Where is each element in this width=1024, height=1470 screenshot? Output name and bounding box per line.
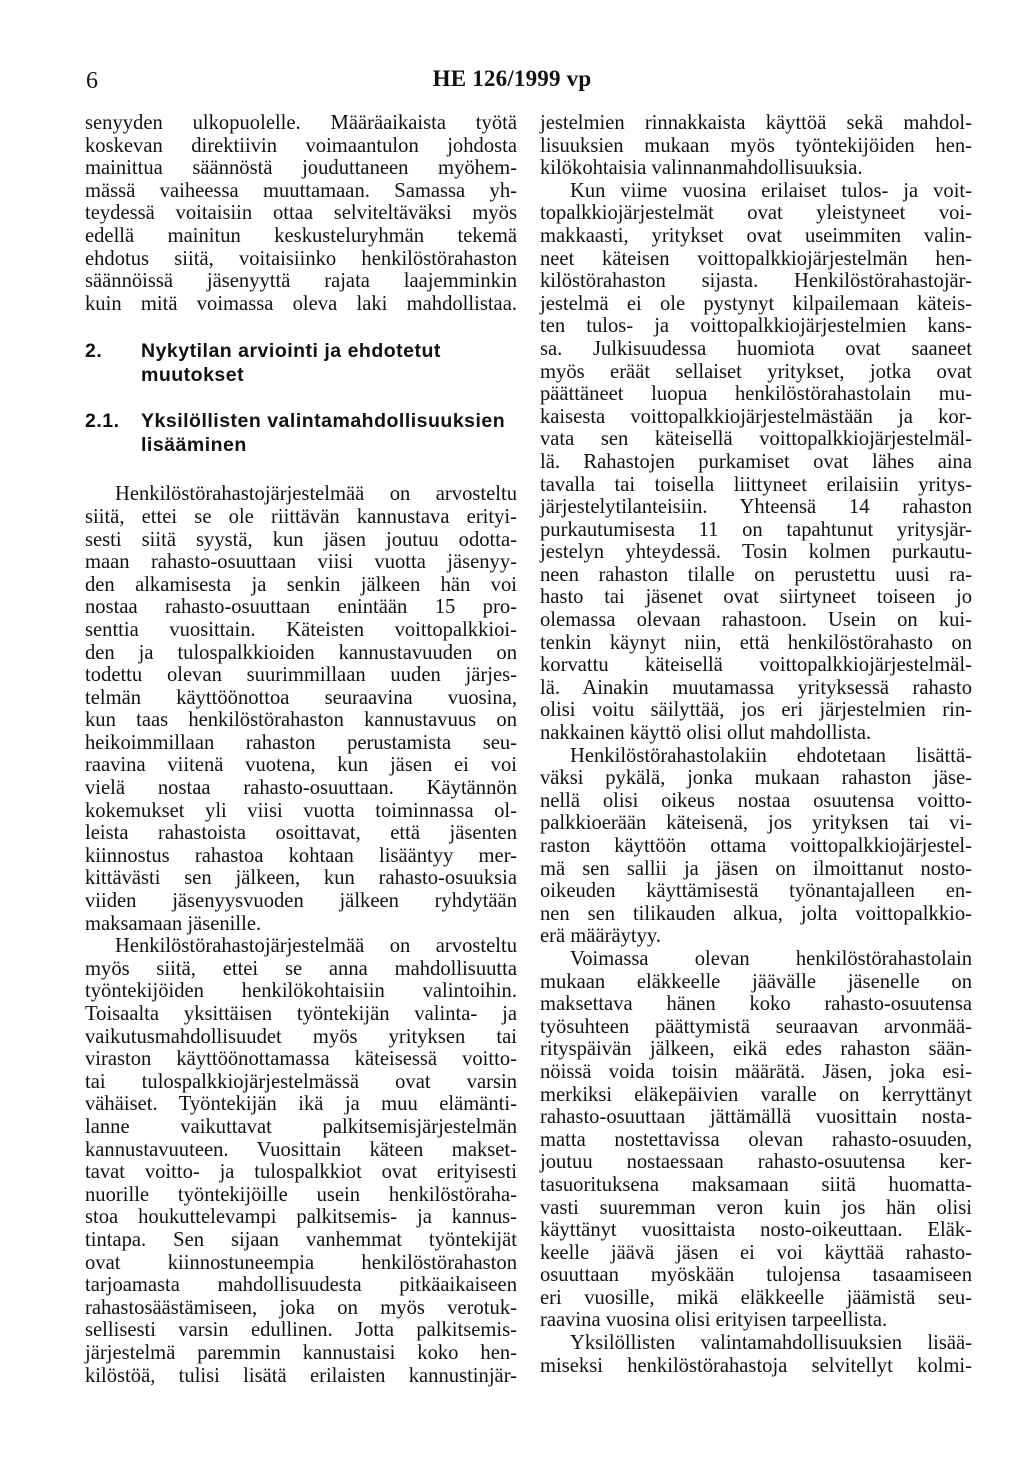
text-line: topalkkiojärjestelmät ovat yleistyneet voi- bbox=[540, 202, 972, 225]
text-line: Yksilöllisten valintamahdollisuuksien lisää- bbox=[570, 1332, 972, 1355]
text-line: heikoimmillaan rahaston perustamista seu- bbox=[85, 731, 517, 754]
text-line: vaikutusmahdollisuudet myös yrityksen tai bbox=[85, 1025, 517, 1048]
text-line: päättäneet luopua henkilöstörahastolain mu- bbox=[540, 383, 972, 406]
text-line: kuin mitä voimassa oleva laki mahdollistaa. bbox=[85, 292, 517, 315]
text-line: nellä olisi oikeus nostaa osuutensa voitto- bbox=[540, 789, 972, 812]
text-line: viraston käyttöönottamassa käteisessä voitto- bbox=[85, 1048, 517, 1071]
paragraph bbox=[540, 745, 972, 948]
text-line: ovat kiinnostuneempia henkilöstörahaston bbox=[85, 1251, 517, 1274]
text-line: sa. Julkisuudessa huomiota ovat saaneet bbox=[540, 337, 972, 360]
text-line: Toisaalta yksittäisen työntekijän valinta- ja bbox=[85, 1003, 517, 1025]
text-line: vasti suuremman veron kuin jos hän olisi bbox=[540, 1196, 972, 1219]
text-line: säännöissä jäsenyyttä rajata laajemminkin bbox=[85, 270, 517, 293]
text-line: telmän käyttöönottoa seuraavina vuosina, bbox=[85, 686, 517, 709]
text-line: väksi pykälä, jonka mukaan rahaston jäse- bbox=[540, 767, 972, 790]
text-line: raavina vuosina olisi erityisen tarpeellista. bbox=[540, 1309, 888, 1332]
text-line: sellisesti varsin edullinen. Jotta palkitsemis- bbox=[85, 1319, 517, 1342]
text-line: sesti siitä syystä, kun jäsen joutuu odotta- bbox=[85, 528, 517, 551]
section-heading-2 bbox=[85, 339, 517, 387]
text-line: raston käyttöön ottama voittopalkkiojärjestel- bbox=[540, 835, 972, 857]
paragraph bbox=[540, 112, 972, 180]
text-line: hasto tai jäsenet ovat siirtyneet toiseen jo bbox=[540, 586, 972, 609]
text-line: osuuttaan myöskään tulojensa tasaamiseen bbox=[540, 1264, 972, 1287]
text-line: järjestelytilanteisiin. Yhteensä 14 rahaston bbox=[540, 496, 972, 519]
text-line: edellä mainitun keskusteluryhmän tekemä bbox=[85, 224, 517, 247]
text-line: Henkilöstörahastojärjestelmää on arvosteltu bbox=[115, 483, 517, 506]
text-line: kiinnostus rahastoa kohtaan lisääntyy mer- bbox=[85, 844, 517, 867]
text-line: olemassa olevaan rahastoon. Usein on kui- bbox=[540, 609, 972, 632]
text-line: koskevan direktiivin voimaantulon johdosta bbox=[85, 134, 517, 157]
text-line: maksettava hänen koko rahasto-osuutensa bbox=[540, 993, 972, 1016]
text-line: jestelmien rinnakkaista käyttöä sekä mahdol- bbox=[540, 112, 972, 134]
right-column bbox=[540, 112, 972, 1377]
text-line: jestelyn yhteydessä. Tosin kolmen purkautu- bbox=[540, 541, 972, 564]
text-line: kilöstörahaston sijasta. Henkilöstörahastojär- bbox=[540, 270, 972, 293]
text-line: käyttänyt vuosittaista nosto-oikeuttaan. Eläk- bbox=[540, 1219, 972, 1242]
paragraph bbox=[85, 935, 517, 1387]
text-line: senyyden ulkopuolelle. Määräaikaista työtä bbox=[85, 112, 517, 134]
text-line: tenkin käynyt niin, että henkilöstörahasto on bbox=[540, 631, 972, 654]
text-line: lä. Rahastojen purkamiset ovat lähes aina bbox=[540, 450, 972, 473]
text-line: nakkainen käyttö olisi ollut mahdollista. bbox=[540, 722, 872, 745]
text-line: matta nostettavissa olevan rahasto-osuuden, bbox=[540, 1128, 972, 1151]
text-line: teydessä voitaisiin ottaa selviteltäväksi myös bbox=[85, 202, 517, 225]
text-line: nöissä voida toisin määrätä. Jäsen, joka esi- bbox=[540, 1060, 972, 1083]
text-line: merkiksi eläkepäivien varalle on kerryttänyt bbox=[540, 1083, 972, 1106]
text-line: mä sen sallii ja jäsen on ilmoittanut nosto- bbox=[540, 857, 972, 880]
text-line: mainittua säännöstä jouduttaneen myöhem- bbox=[85, 157, 517, 180]
text-line: eri vuosille, mikä eläkkeelle jäämistä seu- bbox=[540, 1286, 972, 1309]
section-heading-2-1 bbox=[85, 409, 517, 457]
text-line: kannustavuuteen. Vuosittain käteen makset- bbox=[85, 1138, 517, 1161]
text-line: joutuu nostaessaan rahasto-osuutensa ker- bbox=[540, 1151, 972, 1174]
text-line: nostaa rahasto-osuuttaan enintään 15 pro- bbox=[85, 596, 517, 619]
paragraph bbox=[540, 1332, 972, 1377]
page-number: 6 bbox=[86, 68, 98, 94]
paragraph bbox=[85, 483, 517, 935]
text-line: työntekijöiden henkilökohtaisiin valintoihin. bbox=[85, 980, 517, 1003]
text-line: myös siitä, ettei se anna mahdollisuutta bbox=[85, 957, 517, 980]
text-line: siitä, ettei se ole riittävän kannustava erityi- bbox=[85, 505, 517, 528]
text-line: lisuuksien mukaan myös työntekijöiden hen- bbox=[540, 134, 972, 157]
text-line: senttia vuosittain. Käteisten voittopalkkioi- bbox=[85, 618, 517, 641]
text-line: tavalla tai toisella liittyneet erilaisiin yritys- bbox=[540, 473, 972, 496]
text-line: stoa houkuttelevampi palkitsemis- ja kannus- bbox=[85, 1206, 517, 1229]
section-number: 2. bbox=[85, 340, 103, 363]
text-line: tavat voitto- ja tulospalkkiot ovat erityisesti bbox=[85, 1161, 517, 1184]
text-line: työsuhteen päättymistä seuraavan arvonmää- bbox=[540, 1015, 972, 1038]
text-line: kaisesta voittopalkkiojärjestelmästään ja kor- bbox=[540, 405, 972, 428]
text-line: kilöstöä, tulisi lisätä erilaisten kannustinjär- bbox=[85, 1364, 517, 1387]
text-line: rityspäivän jälkeen, eikä edes rahaston sään- bbox=[540, 1038, 972, 1061]
text-line: viiden jäsenyysvuoden jälkeen ryhdytään bbox=[85, 890, 517, 913]
text-line: lä. Ainakin muutamassa yrityksessä rahasto bbox=[540, 676, 972, 699]
text-line: jestelmä ei ole pystynyt kilpailemaan käteis- bbox=[540, 292, 972, 315]
text-line: myös eräät sellaiset yritykset, jotka ovat bbox=[540, 360, 972, 383]
text-line: kokemukset yli viisi vuotta toiminnassa ol- bbox=[85, 799, 517, 822]
text-line: rahastosäästämiseen, joka on myös verotuk- bbox=[85, 1296, 517, 1319]
text-line: nuorille työntekijöille usein henkilöstöraha- bbox=[85, 1183, 517, 1206]
section-title-line: muutokset bbox=[141, 364, 245, 387]
text-line: olisi voitu säilyttää, jos eri järjestelmien rin- bbox=[540, 699, 972, 722]
text-line: todettu olevan suurimmillaan uuden järjes- bbox=[85, 664, 517, 687]
paragraph bbox=[540, 948, 972, 1332]
text-line: tarjoamasta mahdollisuudesta pitkäaikaiseen bbox=[85, 1274, 517, 1297]
text-line: den alkamisesta ja senkin jälkeen hän voi bbox=[85, 573, 517, 596]
text-line: rahasto-osuuttaan jättämällä vuosittain nosta- bbox=[540, 1106, 972, 1129]
text-line: Voimassa olevan henkilöstörahastolain bbox=[570, 947, 972, 970]
text-line: leista rahastoista osoittavat, että jäsenten bbox=[85, 822, 517, 845]
text-line: neet käteisen voittopalkkiojärjestelmän hen- bbox=[540, 247, 972, 270]
section-number: 2.1. bbox=[85, 410, 120, 433]
text-line: makkaasti, yritykset ovat useimmiten valin- bbox=[540, 224, 972, 247]
paragraph bbox=[85, 112, 517, 315]
text-line: miseksi henkilöstörahastoja selvitellyt kolmi- bbox=[540, 1354, 972, 1377]
text-line: oikeuden käyttämisestä työnantajalleen en- bbox=[540, 880, 972, 903]
text-line: kun taas henkilöstörahaston kannustavuus on bbox=[85, 709, 517, 732]
document-id: HE 126/1999 vp bbox=[432, 66, 592, 91]
section-title-line: Nykytilan arviointi ja ehdotetut bbox=[141, 340, 441, 363]
text-line: kittävästi sen jälkeen, kun rahasto-osuuksia bbox=[85, 867, 517, 890]
text-line: palkkioerään käteisenä, jos yrityksen tai vi- bbox=[540, 812, 972, 835]
text-line: ten tulos- ja voittopalkkiojärjestelmien kans- bbox=[540, 315, 972, 338]
text-line: den ja tulospalkkioiden kannustavuuden on bbox=[85, 641, 517, 664]
text-line: mässä vaiheessa muuttamaan. Samassa yh- bbox=[85, 179, 517, 202]
section-title-line: lisääminen bbox=[141, 434, 247, 457]
text-line: Kun viime vuosina erilaiset tulos- ja voit- bbox=[570, 179, 972, 202]
text-line: korvattu käteisellä voittopalkkiojärjestelmäl- bbox=[540, 654, 972, 677]
text-line: neen rahaston tilalle on perustettu uusi ra- bbox=[540, 563, 972, 586]
text-line: tasuorituksena maksamaan siitä huomatta- bbox=[540, 1173, 972, 1196]
text-line: tai tulospalkkiojärjestelmässä ovat varsin bbox=[85, 1070, 517, 1093]
text-line: lanne vaikuttavat palkitsemisjärjestelmän bbox=[85, 1115, 517, 1138]
section-title-line: Yksilöllisten valintamahdollisuuksien bbox=[141, 410, 506, 433]
text-line: järjestelmä paremmin kannustaisi koko hen- bbox=[85, 1341, 517, 1364]
text-line: vata sen käteisellä voittopalkkiojärjestelmäl- bbox=[540, 428, 972, 451]
text-line: ehdotus siitä, voitaisiinko henkilöstörahaston bbox=[85, 247, 517, 270]
text-line: tintapa. Sen sijaan vanhemmat työntekijät bbox=[85, 1228, 517, 1251]
text-line: nen sen tilikauden alkua, jolta voittopalkkio- bbox=[540, 902, 972, 925]
left-column bbox=[85, 112, 517, 1387]
text-line: erä määräytyy. bbox=[540, 925, 662, 948]
paragraph bbox=[540, 180, 972, 745]
text-line: maan rahasto-osuuttaan viisi vuotta jäsenyy- bbox=[85, 551, 517, 574]
text-line: Henkilöstörahastolakiin ehdotetaan lisättä- bbox=[570, 744, 972, 767]
text-line: kilökohtaisia valinnanmahdollisuuksia. bbox=[540, 157, 863, 180]
text-line: maksamaan jäsenille. bbox=[85, 912, 262, 935]
text-line: raavina viitenä vuotena, kun jäsen ei voi bbox=[85, 754, 517, 777]
text-line: vähäiset. Työntekijän ikä ja muu elämänti- bbox=[85, 1093, 517, 1116]
text-line: Henkilöstörahastojärjestelmää on arvosteltu bbox=[115, 935, 517, 958]
text-line: keelle jäävä jäsen ei voi käyttää rahasto- bbox=[540, 1241, 972, 1264]
text-line: mukaan eläkkeelle jäävälle jäsenelle on bbox=[540, 970, 972, 993]
text-line: purkautumisesta 11 on tapahtunut yritysjär- bbox=[540, 518, 972, 541]
text-line: vielä nostaa rahasto-osuuttaan. Käytännön bbox=[85, 777, 517, 800]
